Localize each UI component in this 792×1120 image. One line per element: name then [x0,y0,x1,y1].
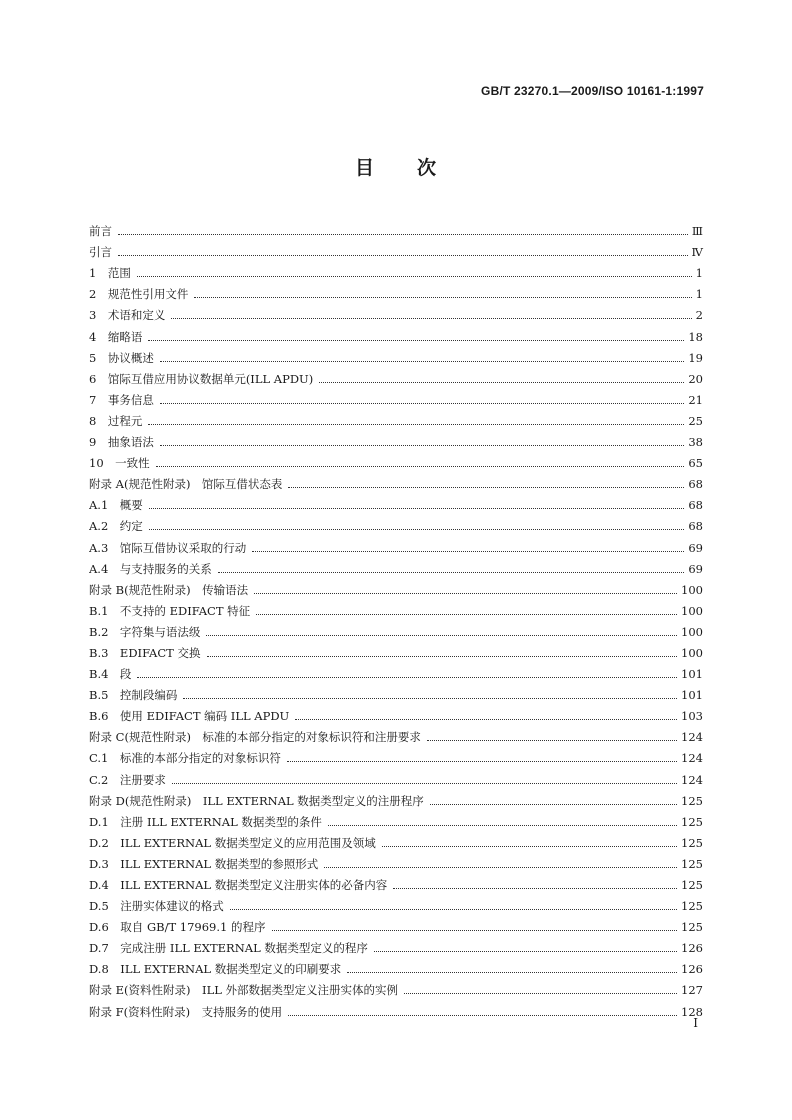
toc-entry-page: 21 [688,392,703,407]
toc-dot-leader [347,972,677,973]
toc-entry-page: 69 [688,540,703,555]
toc-dot-leader [319,382,684,383]
toc-dot-leader [295,719,677,720]
toc-dot-leader [171,318,691,319]
toc-entry-page: 68 [688,498,703,513]
toc-dot-leader [118,234,688,235]
toc-dot-leader [230,909,677,910]
toc-entry[interactable] [89,682,703,703]
toc-entry[interactable] [89,218,703,239]
toc-entry[interactable] [89,577,703,598]
toc-entry-page: 125 [681,793,703,808]
toc-entry-page: 19 [688,350,703,365]
toc-entry-page: 100 [681,624,703,639]
toc-entry[interactable] [89,387,703,408]
toc-entry-label: B.5 控制段编码 [89,688,178,703]
toc-entry-page: 125 [681,835,703,850]
toc-entry[interactable] [89,956,703,977]
toc-entry-page: 124 [681,772,703,787]
toc-entry-label: 附录 E(资料性附录) ILL 外部数据类型定义注册实体的实例 [89,983,398,998]
toc-entry-page: 1 [695,287,703,302]
toc-entry[interactable] [89,703,703,724]
toc-entry-label: 附录 D(规范性附录) ILL EXTERNAL 数据类型定义的注册程序 [89,793,424,808]
toc-entry-label: A.3 馆际互借协议采取的行动 [89,540,247,555]
toc-entry-label: 9 抽象语法 [89,435,154,450]
toc-entry-label: B.1 不支持的 EDIFACT 特征 [89,603,251,618]
toc-entry[interactable] [89,239,703,260]
toc-entry-label: 附录 B(规范性附录) 传输语法 [89,582,249,597]
toc-entry-label: 附录 A(规范性附录) 馆际互借状态表 [89,477,283,492]
toc-entry-label: 10 一致性 [89,456,150,471]
toc-entry-label: 1 范围 [89,266,131,281]
toc-entry-page: Ⅲ [691,224,703,239]
toc-entry[interactable] [89,260,703,281]
toc-entry-label: 前言 [89,224,112,239]
toc-entry[interactable] [89,724,703,745]
title-char-2: 次 [417,157,438,179]
toc-entry[interactable] [89,872,703,893]
toc-entry-page: 69 [688,561,703,576]
toc-entry-label: C.2 注册要求 [89,772,166,787]
toc-entry[interactable] [89,281,703,302]
toc-entry-page: 20 [688,371,703,386]
toc-entry[interactable] [89,323,703,344]
toc-entry[interactable] [89,492,703,513]
toc-entry-label: A.2 约定 [89,519,143,534]
toc-entry-page: 100 [681,603,703,618]
toc-entry-page: 124 [681,730,703,745]
toc-entry-page: 68 [688,519,703,534]
toc-entry-page: 101 [681,667,703,682]
toc-entry-page: 68 [688,477,703,492]
toc-entry-label: B.3 EDIFACT 交换 [89,645,201,660]
toc-dot-leader [148,340,684,341]
toc-entry-label: 附录 F(资料性附录) 支持服务的使用 [89,1004,283,1019]
page-title [0,153,792,180]
toc-entry-page: 125 [681,899,703,914]
toc-entry[interactable] [89,661,703,682]
toc-dot-leader [160,403,685,404]
toc-dot-leader [218,572,685,573]
toc-entry[interactable] [89,893,703,914]
toc-dot-leader [252,551,684,552]
toc-dot-leader [148,424,684,425]
toc-entry-label: C.1 标准的本部分指定的对象标识符 [89,751,281,766]
toc-dot-leader [393,888,677,889]
toc-entry-label: D.3 ILL EXTERNAL 数据类型的参照形式 [89,856,319,871]
toc-dot-leader [288,1015,677,1016]
toc-dot-leader [118,255,688,256]
toc-entry-page: 125 [681,856,703,871]
toc-entry[interactable] [89,640,703,661]
toc-entry-page: 1 [695,266,703,281]
toc-dot-leader [137,276,692,277]
standard-number-header: GB/T 23270.1—2009/ISO 10161-1:1997 [481,84,704,98]
toc-entry[interactable] [89,851,703,872]
toc-entry[interactable] [89,935,703,956]
toc-entry[interactable] [89,408,703,429]
toc-dot-leader [404,993,677,994]
page-folio: I [693,1016,698,1030]
toc-entry-label: D.1 注册 ILL EXTERNAL 数据类型的条件 [89,814,322,829]
toc-entry-page: 101 [681,688,703,703]
toc-dot-leader [256,614,677,615]
toc-dot-leader [272,930,678,931]
toc-entry[interactable] [89,830,703,851]
toc-entry-page: 100 [681,645,703,660]
toc-entry-page: 124 [681,751,703,766]
toc-entry-label: 6 馆际互借应用协议数据单元(ILL APDU) [89,371,314,386]
toc-entry[interactable] [89,556,703,577]
toc-entry-label: D.5 注册实体建议的格式 [89,899,224,914]
toc-entry-page: Ⅳ [691,245,703,260]
toc-entry[interactable] [89,619,703,640]
toc-entry[interactable] [89,366,703,387]
toc-dot-leader [207,656,678,657]
toc-entry[interactable] [89,513,703,534]
toc-dot-leader [427,740,677,741]
toc-entry-label: D.7 完成注册 ILL EXTERNAL 数据类型定义的程序 [89,941,368,956]
toc-entry[interactable] [89,471,703,492]
toc-dot-leader [288,487,684,488]
table-of-contents [89,218,703,1020]
toc-entry-label: A.4 与支持服务的关系 [89,561,212,576]
toc-entry-page: 25 [688,413,703,428]
toc-dot-leader [287,761,677,762]
toc-dot-leader [149,529,685,530]
toc-dot-leader [328,825,677,826]
toc-entry[interactable] [89,766,703,787]
title-char-1: 目 [354,157,375,179]
toc-entry-label: A.1 概要 [89,498,143,513]
toc-entry-page: 125 [681,878,703,892]
toc-entry-label: 7 事务信息 [89,392,154,407]
toc-dot-leader [194,297,691,298]
toc-dot-leader [382,846,677,847]
toc-entry-label: D.6 取自 GB/T 17969.1 的程序 [89,920,266,935]
toc-dot-leader [172,783,677,784]
toc-entry[interactable] [89,534,703,555]
toc-entry-label: 5 协议概述 [89,350,154,365]
toc-dot-leader [160,445,685,446]
toc-entry-page: 125 [681,814,703,829]
toc-entry[interactable] [89,977,703,998]
toc-entry-page: 18 [688,329,703,344]
toc-entry-label: 4 缩略语 [89,329,143,344]
toc-entry-label: 附录 C(规范性附录) 标准的本部分指定的对象标识符和注册要求 [89,730,421,745]
toc-dot-leader [183,698,677,699]
toc-entry[interactable] [89,302,703,323]
toc-dot-leader [137,677,677,678]
toc-entry-page: 126 [681,962,703,977]
toc-entry-label: 2 规范性引用文件 [89,287,189,302]
toc-entry-page: 103 [681,709,703,724]
toc-entry-label: D.8 ILL EXTERNAL 数据类型定义的印刷要求 [89,962,342,977]
toc-entry[interactable] [89,788,703,809]
toc-dot-leader [430,804,677,805]
toc-entry[interactable] [89,809,703,830]
toc-entry-page: 125 [681,920,703,935]
toc-entry-page: 2 [695,308,703,323]
toc-entry-label: 8 过程元 [89,413,143,428]
toc-entry-label: D.4 ILL EXTERNAL 数据类型定义注册实体的必备内容 [89,878,388,892]
toc-entry[interactable] [89,429,703,450]
toc-dot-leader [160,361,685,362]
toc-entry-page: 128 [681,1004,703,1019]
toc-entry-label: D.2 ILL EXTERNAL 数据类型定义的应用范围及领域 [89,835,376,850]
toc-dot-leader [156,466,685,467]
toc-entry[interactable] [89,914,703,935]
toc-entry[interactable] [89,345,703,366]
toc-entry-page: 65 [688,456,703,471]
toc-entry-label: B.6 使用 EDIFACT 编码 ILL APDU [89,709,290,724]
toc-entry-label: B.4 段 [89,667,132,682]
toc-entry-page: 38 [688,435,703,450]
toc-entry[interactable] [89,745,703,766]
toc-dot-leader [254,593,677,594]
toc-entry-label: 引言 [89,245,112,260]
toc-entry-label: B.2 字符集与语法级 [89,624,201,639]
toc-entry[interactable] [89,998,703,1019]
toc-dot-leader [149,508,685,509]
toc-entry[interactable] [89,598,703,619]
toc-entry-label: 3 术语和定义 [89,308,166,323]
toc-dot-leader [374,951,677,952]
toc-entry-page: 126 [681,941,703,956]
toc-entry-page: 100 [681,582,703,597]
toc-entry-page: 127 [681,983,703,998]
toc-entry[interactable] [89,450,703,471]
toc-dot-leader [206,635,677,636]
toc-dot-leader [324,867,677,868]
